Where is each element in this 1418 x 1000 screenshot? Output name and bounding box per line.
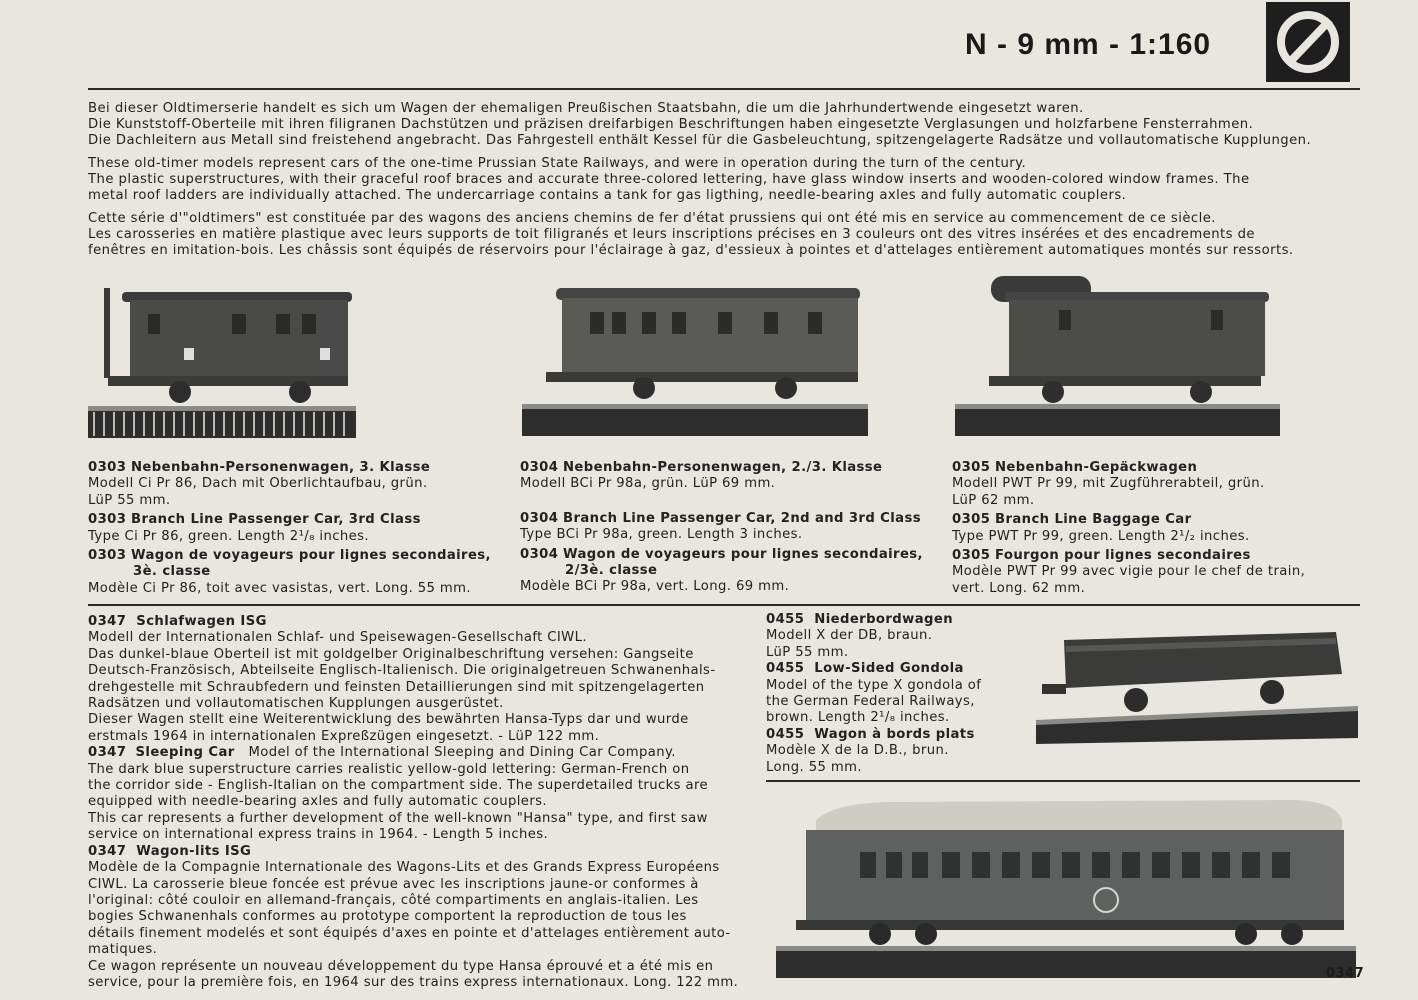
- brand-logo: [1266, 2, 1350, 82]
- product-text-de: drehgestelle mit Schraubfedern und feinsten Detaillierungen sind mit spitzengelagerten: [88, 679, 705, 695]
- product-number: 0455: [766, 661, 805, 677]
- product-text-fr: bogies Schwanenhals conformes au prototype comportent la reproduction de tous les: [88, 909, 687, 925]
- product-text-en: Type PWT Pr 99, green. Length 2¹/₂ inches.: [952, 528, 1250, 544]
- intro-line: The plastic superstructures, with their graceful roof braces and accurate three-colored lettering, have glass window inserts and wooden-colored window frames. The: [88, 172, 1250, 187]
- product-text-fr: Long. 55 mm.: [766, 759, 862, 775]
- product-text-fr: Modèle Ci Pr 86, toit avec vasistas, vert. Long. 55 mm.: [88, 580, 472, 596]
- product-text-de: Deutsch-Französisch, Abteilseite Englisch-Italienisch. Die originalgetreuen Schwanenhals-: [88, 663, 716, 679]
- slashed-circle-icon: [1266, 2, 1350, 82]
- product-text-de: Das dunkel-blaue Oberteil ist mit goldgelber Originalbeschriftung versehen: Gangseite: [88, 646, 694, 662]
- product-title-fr: Wagon à bords plats: [814, 726, 975, 742]
- product-0455-description: [766, 612, 1036, 776]
- product-title-fr: Wagon de voyageurs pour lignes secondaires,: [563, 546, 923, 562]
- product-number: 0455: [766, 726, 805, 742]
- product-text-fr: détails finement modelés et sont équipés d'axes en pointe et d'attelages entièrement auto-: [88, 925, 731, 941]
- product-text-de: LüP 55 mm.: [766, 644, 849, 660]
- product-number: 0303: [88, 460, 127, 475]
- product-title-fr-cont: 3è. classe: [133, 564, 211, 580]
- product-title-en: Sleeping Car: [135, 745, 235, 761]
- header-divider: [88, 88, 1360, 90]
- product-title-en: Branch Line Passenger Car, 3rd Class: [131, 512, 421, 528]
- product-text-en: the German Federal Railways,: [766, 694, 975, 710]
- photo-product-number: 0347: [1326, 966, 1365, 981]
- product-text-de: Dieser Wagen stellt eine Weiterentwicklung des bewährten Hansa-Typs dar und wurde: [88, 712, 689, 728]
- product-title-en: Branch Line Passenger Car, 2nd and 3rd Class: [563, 510, 921, 526]
- product-number: 0305: [952, 548, 991, 564]
- product-title-de: Niederbordwagen: [814, 612, 953, 627]
- product-title-fr: Fourgon pour lignes secondaires: [995, 548, 1251, 564]
- product-0305-caption: [952, 460, 1357, 600]
- car-0347-photo: [776, 800, 1356, 978]
- intro-line: Cette série d'"oldtimers" est constituée par des wagons des anciens chemins de fer d'état prussiens qui ont été mis en service au commencement de ce siècle.: [88, 211, 1216, 226]
- product-text-de: Modell der Internationalen Schlaf- und Speisewagen-Gesellschaft CIWL.: [88, 630, 587, 646]
- product-title-fr: Wagon-lits ISG: [136, 843, 252, 859]
- product-number: 0305: [952, 460, 991, 475]
- intro-english: [88, 156, 1353, 204]
- product-text-fr: matiques.: [88, 942, 158, 958]
- product-0304-caption: [520, 460, 940, 599]
- product-text-de: Modell X der DB, braun.: [766, 628, 933, 644]
- product-text-fr: Modèle de la Compagnie Internationale des Wagons-Lits et des Grands Express Européens: [88, 860, 720, 876]
- product-text-en: service on international express trains in 1964. - Length 5 inches.: [88, 827, 549, 843]
- product-number: 0455: [766, 612, 805, 627]
- intro-line: fenêtres en imitation-bois. Les châssis sont équipés de réservoirs pour l'éclairage à gaz, d'essieux à pointes et d'attelages entièrement automatiques montés sur ressorts.: [88, 243, 1294, 258]
- intro-line: Die Dachleitern aus Metall sind freistehend angebracht. Das Fahrgestell enthält Kessel für die Gasbeleuchtung, spitzengelagerte Radsätze und vollautomatische Kupplungen.: [88, 133, 1312, 148]
- product-number: 0347: [88, 745, 127, 761]
- intro-line: Les carosseries en matière plastique avec leurs supports de toit filigranés et leurs inscriptions précises en 3 couleurs ont des vitres insérées et des encadrements de: [88, 227, 1255, 242]
- intro-line: metal roof ladders are individually attached. The undercarriage contains a tank for gas ligthing, needle-bearing axles and fully automatic couplers.: [88, 188, 1127, 203]
- product-title-fr: Wagon de voyageurs pour lignes secondaires,: [131, 548, 491, 564]
- product-text-en: equipped with needle-bearing axles and fully automatic couplers.: [88, 794, 548, 810]
- product-text-en: Type BCi Pr 98a, green. Length 3 inches.: [520, 527, 803, 543]
- product-title-de: Nebenbahn-Gepäckwagen: [995, 460, 1198, 475]
- product-title-de: Nebenbahn-Personenwagen, 3. Klasse: [131, 460, 431, 475]
- right-divider: [766, 780, 1360, 782]
- product-number: 0304: [520, 546, 559, 562]
- product-text-fr: Modèle PWT Pr 99 avec vigie pour le chef de train,: [952, 564, 1306, 580]
- product-text-de: Radsätzen und vollautomatischen Kupplungen ausgerüstet.: [88, 696, 504, 712]
- intro-french: [88, 211, 1353, 259]
- product-text-de: LüP 62 mm.: [952, 492, 1035, 508]
- intro-text: [88, 101, 1353, 266]
- product-number: 0304: [520, 510, 559, 526]
- product-text-fr: vert. Long. 62 mm.: [952, 580, 1086, 596]
- product-title-fr-cont: 2/3è. classe: [565, 563, 658, 579]
- intro-line: These old-timer models represent cars of the one-time Prussian State Railways, and were in operation during the turn of the century.: [88, 156, 1027, 171]
- product-number: 0347: [88, 843, 127, 859]
- product-text-fr: CIWL. La carosserie bleue foncée est prévue avec les inscriptions jaune-or conformes à: [88, 876, 699, 892]
- intro-line: Bei dieser Oldtimerserie handelt es sich um Wagen der ehemaligen Preußischen Staatsbahn, die um die Jahrhundertwende eingesetzt waren.: [88, 101, 1084, 116]
- product-text-de: Modell PWT Pr 99, mit Zugführerabteil, grün.: [952, 476, 1265, 492]
- product-text-de: erstmals 1964 in internationalen Expreßzügen eingesetzt. - LüP 122 mm.: [88, 728, 600, 744]
- gondola-0455-photo: [1036, 626, 1358, 744]
- car-0304-photo: [522, 282, 868, 438]
- product-number: 0347: [88, 614, 127, 629]
- product-text-de: Modell BCi Pr 98a, grün. LüP 69 mm.: [520, 476, 776, 492]
- intro-line: Die Kunststoff-Oberteile mit ihren filigranen Dachstützen und präzisen dreifarbigen Beschriftungen haben eingesetzte Verglasungen und holzfarbene Fensterrahmen.: [88, 117, 1254, 132]
- product-title-de: Schlafwagen ISG: [136, 614, 267, 629]
- product-number: 0304: [520, 460, 559, 475]
- product-text-en: Model of the type X gondola of: [766, 677, 982, 693]
- product-text-en: the corridor side - English-Italian on the compartment side. The superdetailed trucks are: [88, 778, 709, 794]
- product-text-en: This car represents a further development of the well-known "Hansa" type, and first saw: [88, 810, 708, 826]
- product-text-en: The dark blue superstructure carries realistic yellow-gold lettering: German-French on: [88, 761, 690, 777]
- product-text-fr: l'original: côté couloir en allemand-français, côté compartiments en anglais-italien. Les: [88, 892, 699, 908]
- product-text-en: brown. Length 2¹/₈ inches.: [766, 710, 950, 726]
- product-text-fr: Modèle X de la D.B., brun.: [766, 743, 949, 759]
- product-text-fr: service, pour la première fois, en 1964 sur des trains express internationaux. Long. 122 mm.: [88, 974, 739, 990]
- product-title-de: Nebenbahn-Personenwagen, 2./3. Klasse: [563, 460, 883, 475]
- product-text-fr: Modèle BCi Pr 98a, vert. Long. 69 mm.: [520, 579, 790, 595]
- product-number: 0303: [88, 512, 127, 528]
- intro-german: [88, 101, 1353, 149]
- car-0305-photo: [955, 272, 1280, 438]
- section-divider: [88, 604, 1360, 606]
- car-0303-photo: [88, 278, 356, 440]
- page-title: N - 9 mm - 1:160: [965, 28, 1212, 61]
- product-text-en: Type Ci Pr 86, green. Length 2¹/₈ inches.: [88, 528, 369, 544]
- product-text-de: Modell Ci Pr 86, Dach mit Oberlichtaufbau, grün.: [88, 476, 428, 492]
- product-text-en: Model of the International Sleeping and Dining Car Company.: [248, 745, 676, 761]
- product-text-fr: Ce wagon représente un nouveau développement du type Hansa éprouvé et a été mis en: [88, 958, 714, 974]
- product-number: 0303: [88, 548, 127, 564]
- product-number: 0305: [952, 512, 991, 528]
- product-0347-description: [88, 614, 752, 991]
- product-0303-caption: [88, 460, 508, 600]
- product-text-de: LüP 55 mm.: [88, 492, 171, 508]
- product-title-en: Low-Sided Gondola: [814, 661, 964, 677]
- product-title-en: Branch Line Baggage Car: [995, 512, 1192, 528]
